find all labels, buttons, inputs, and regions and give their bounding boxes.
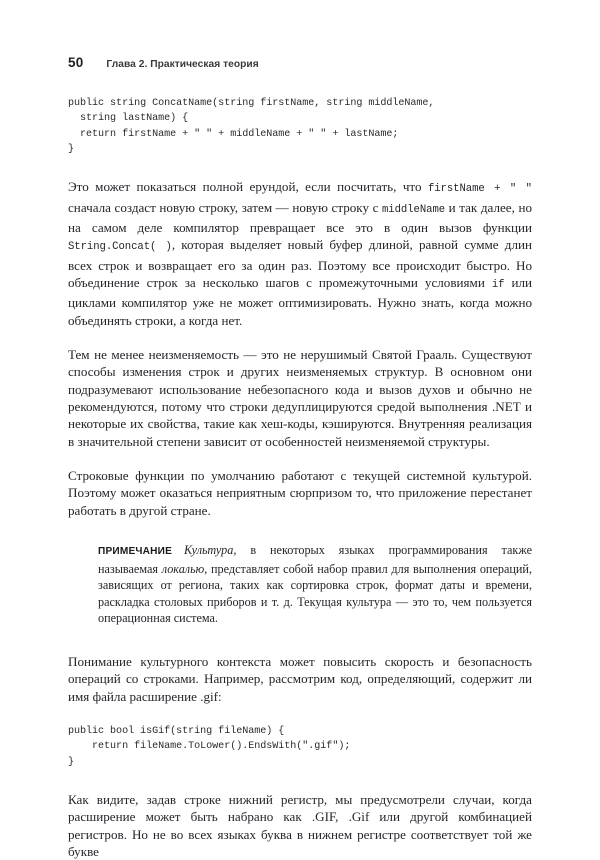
note-term: Культура: [184, 543, 234, 558]
code-line: }: [68, 756, 75, 768]
paragraph-3: Строковые функции по умолчанию работают с текущей системной культурой. Поэтому может оказаться неприятным сюрпризом то, что приложение перестанет работать в другой стране.: [68, 468, 532, 518]
page-number: 50: [68, 55, 84, 70]
code-line: }: [68, 143, 75, 155]
spacer: [68, 627, 532, 653]
paragraph-5: Как видите, задав строке нижний регистр, мы предусмотрели случаи, когда расширение может быть набрано как .GIF, .Gif или другой комбинацией регистров. Но не во всех языках буква в нижнем регистре соответствует той же букве: [68, 791, 532, 859]
spacer: [68, 519, 532, 542]
text-run: , в некоторых языках программирования также называемая: [98, 543, 532, 576]
text-run: или циклами компилятор уже не может оптимизировать. Нужно знать, когда можно объединять строки, а когда нет.: [68, 274, 533, 328]
text-run: и так далее, но на самом деле компилятор превращает все это в один вызов функции: [68, 199, 532, 235]
code-line: return firstName + " " + middleName + " " + lastName;: [68, 128, 399, 140]
inline-code: String.Concat( ): [68, 241, 172, 254]
paragraph-1: [68, 178, 532, 329]
code-line: public bool isGif(string fileName) {: [68, 726, 285, 738]
spacer: [68, 705, 532, 724]
paragraph-2: Тем не менее неизменяемость — это не нерушимый Святой Грааль. Существуют способы изменения строк и других неизменяемых структур. В основном они подразумевают использование небезопасного кода и вызов духов и обычно не рекомендуются, потому что строки дедуплицируются средой выполнения .NET и некоторые их свойства, такие как хеш-коды, кэшируются. Внутренняя реализация в значительной степени зависит от особенностей неизменяемой структуры.: [68, 346, 532, 449]
note-callout: [98, 542, 532, 627]
code-line: public string ConcatName(string firstName, string middleName,: [68, 98, 435, 109]
spacer: [68, 157, 532, 178]
code-block-1: [68, 96, 532, 157]
inline-code: if: [491, 278, 505, 291]
code-line: string lastName) {: [68, 113, 189, 125]
inline-code: middleName: [382, 203, 446, 216]
code-line: return fileName.ToLower().EndsWith(".gif");: [68, 741, 351, 753]
chapter-title: Глава 2. Практическая теория: [106, 59, 259, 70]
text-run: , представляет собой набор правил для выполнения операций, зависящих от региона, таких как сортировка строк, формат даты и времени, раскладка столовых приборов и т. д. Текущая культура — это то, чем пользуется операционная система.: [98, 561, 532, 626]
spacer: [68, 450, 532, 467]
inline-code: firstName + " ": [427, 183, 532, 196]
running-head: [68, 55, 532, 75]
content-column: [68, 96, 532, 860]
note-body: [98, 542, 532, 627]
paragraph-4: Понимание культурного контекста может повысить скорость и безопасность операций со строками. Например, рассмотрим код, определяющий, содержит ли имя файла расширение .gif:: [68, 654, 532, 704]
note-label: ПРИМЕЧАНИЕ: [98, 546, 173, 558]
text-run: сначала создаст новую строку, затем — новую строку с: [68, 199, 382, 215]
text-run: , которая выделяет новый буфер длиной, равной сумме длин всех строк и возвращает его за один раз. Поэтому все происходит быстро. Но объединение строк за несколько шагов с промежуточными условиями: [68, 237, 532, 290]
text-run: Это может показаться полной ерундой, если посчитать, что: [68, 179, 428, 195]
spacer: [68, 770, 532, 791]
code-block-2: [68, 724, 532, 770]
spacer: [68, 329, 532, 346]
note-term-2: локалью: [161, 561, 205, 576]
